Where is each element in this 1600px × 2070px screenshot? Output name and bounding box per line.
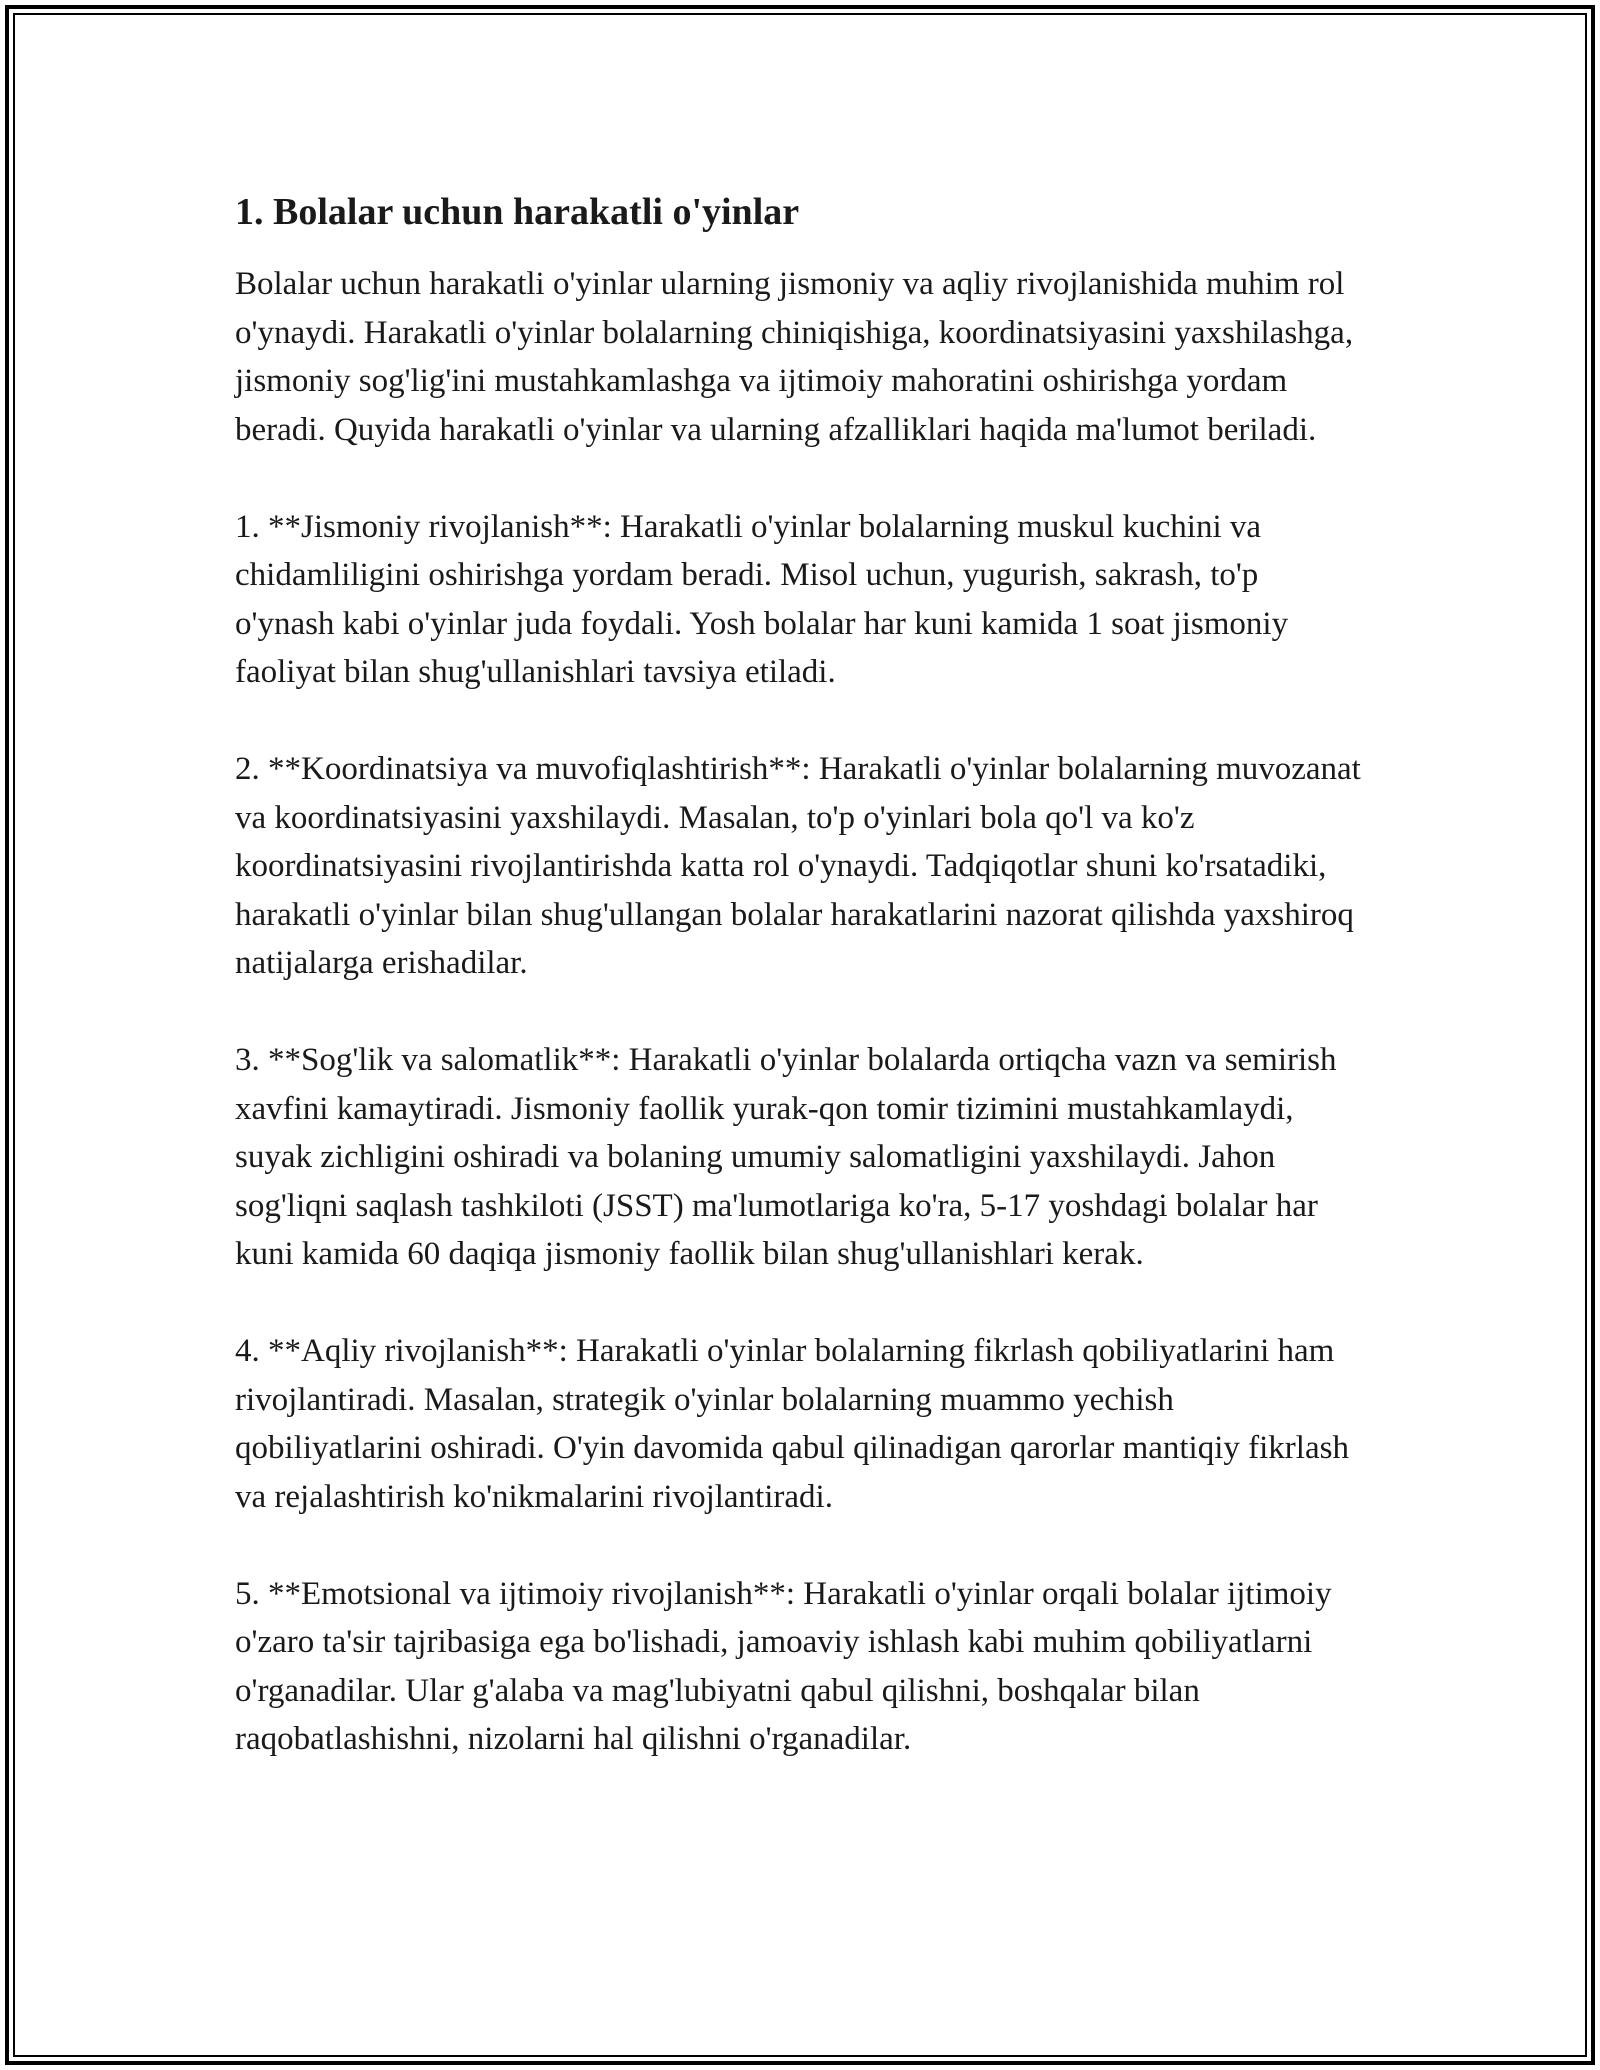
list-item-health: 3. **Sog'lik va salomatlik**: Harakatli o'yinlar bolalarda ortiqcha vazn va semirish xavfini kamaytiradi. Jismoniy faollik yurak-qon tomir tizimini mustahkamlaydi, suyak zichligini oshiradi va bolaning umumiy salomatligini yaxshilaydi. Jahon sog'liqni saqlash tashkiloti (JSST) ma'lumotlariga ko'ra, 5-17 yoshdagi bolalar har kuni kamida 60 daqiqa jismoniy faollik bilan shug'ullanishlari kerak. xyxy=(235,1042,1337,1272)
list-item-coordination: 2. **Koordinatsiya va muvofiqlashtirish**: Harakatli o'yinlar bolalarning muvozanat va koordinatsiyasini yaxshilaydi. Masalan, to'p o'yinlari bola qo'l va ko'z koordinatsiyasini rivojlantirishda katta rol o'ynaydi. Tadqiqotlar shuni ko'rsatadiki, harakatli o'yinlar bilan shug'ullangan bolalar harakatlarini nazorat qilishda yaxshiroq natijalarga erishadilar. xyxy=(235,751,1361,981)
intro-paragraph: Bolalar uchun harakatli o'yinlar ularning jismoniy va aqliy rivojlanishida muhim rol o'ynaydi. Harakatli o'yinlar bolalarning chiniqishiga, koordinatsiyasini yaxshilashga, jismoniy sog'lig'ini mustahkamlashga va ijtimoiy mahoratini oshirishga yordam beradi. Quyida harakatli o'yinlar va ularning afzalliklari haqida ma'lumot beriladi. xyxy=(235,266,1354,448)
document-body xyxy=(235,186,1365,1812)
list-item-physical-development: 1. **Jismoniy rivojlanish**: Harakatli o'yinlar bolalarning muskul kuchini va chidamliligini oshirishga yordam beradi. Misol uchun, yugurish, sakrash, to'p o'ynash kabi o'yinlar juda foydali. Yosh bolalar har kuni kamida 1 soat jismoniy faoliyat bilan shug'ullanishlari tavsiya etiladi. xyxy=(235,508,1289,690)
list-item-mental-development: 4. **Aqliy rivojlanish**: Harakatli o'yinlar bolalarning fikrlash qobiliyatlarini ham rivojlantiradi. Masalan, strategik o'yinlar bolalarning muammo yechish qobiliyatlarini oshiradi. O'yin davomida qabul qilinadigan qarorlar mantiqiy fikrlash va rejalashtirish ko'nikmalarini rivojlantiradi. xyxy=(235,1333,1349,1515)
document-title: 1. Bolalar uchun harakatli o'yinlar xyxy=(235,191,800,233)
list-item-social-development: 5. **Emotsional va ijtimoiy rivojlanish**: Harakatli o'yinlar orqali bolalar ijtimoiy o'zaro ta'sir tajribasiga ega bo'lishadi, jamoaviy ishlash kabi muhim qobiliyatlarni o'rganadilar. Ular g'alaba va mag'lubiyatni qabul qilishni, boshqalar bilan raqobatlashishni, nizolarni hal qilishni o'rganadilar. xyxy=(235,1575,1332,1757)
